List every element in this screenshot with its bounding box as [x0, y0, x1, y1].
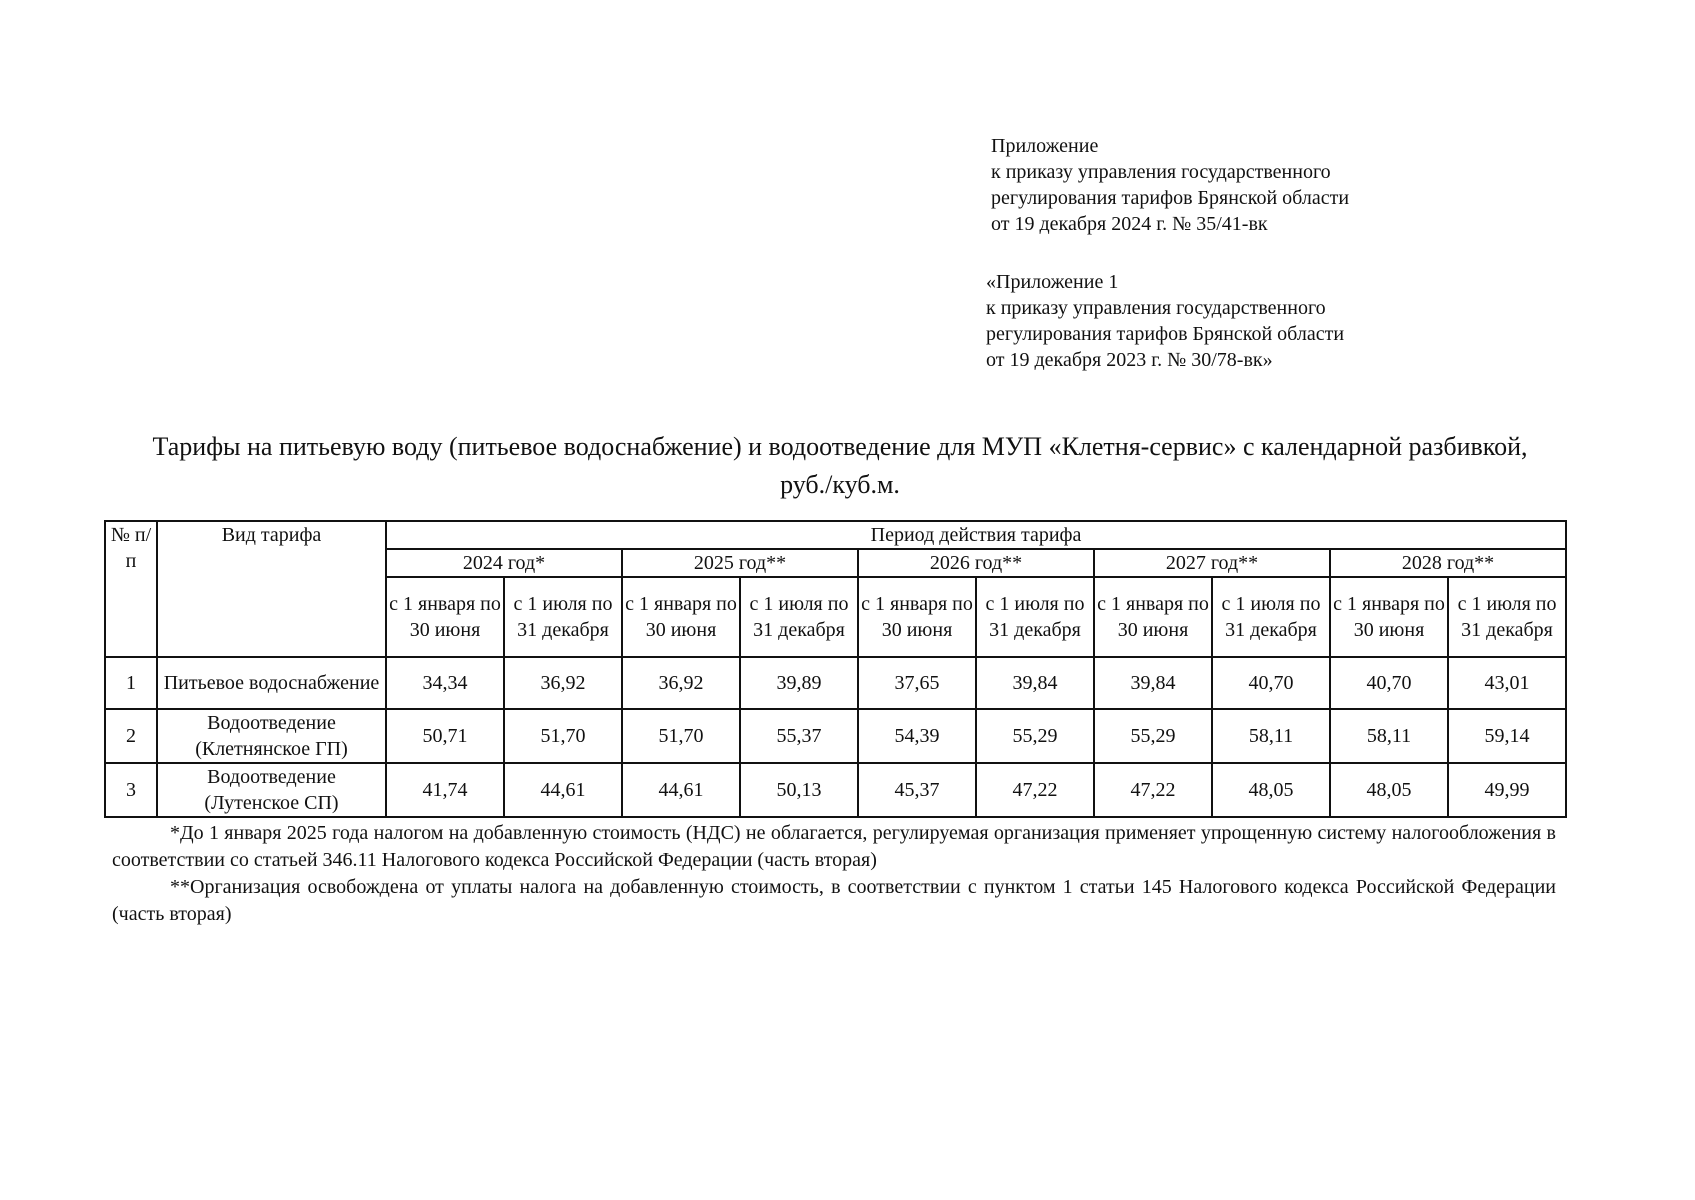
- header-second-half: с 1 июля по 31 декабря: [1448, 577, 1566, 657]
- tariff-value: 51,70: [504, 709, 622, 763]
- footnotes: [112, 820, 1556, 928]
- annex-current-line2: к приказу управления государственного: [991, 161, 1331, 183]
- annex-previous-line2: к приказу управления государственного: [986, 297, 1326, 319]
- tariff-value: 39,84: [976, 657, 1094, 709]
- tariff-value: 54,39: [858, 709, 976, 763]
- tariff-table: [104, 520, 1567, 818]
- header-row-period: [105, 521, 1566, 549]
- header-first-half: с 1 января по 30 июня: [858, 577, 976, 657]
- header-first-half: с 1 января по 30 июня: [386, 577, 504, 657]
- tariff-value: 36,92: [622, 657, 740, 709]
- tariff-value: 55,29: [1094, 709, 1212, 763]
- annex-current-line1: Приложение: [991, 135, 1099, 157]
- annex-current-line4: от 19 декабря 2024 г. № 35/41-вк: [991, 213, 1268, 235]
- table-row: [105, 657, 1566, 709]
- annex-header-previous: [986, 269, 1344, 373]
- header-year: 2028 год**: [1330, 549, 1566, 577]
- tariff-value: 41,74: [386, 763, 504, 817]
- row-number: 1: [105, 657, 157, 709]
- document-title-line2: руб./куб.м.: [780, 470, 900, 499]
- row-number: 3: [105, 763, 157, 817]
- tariff-value: 49,99: [1448, 763, 1566, 817]
- row-tariff-type: Питьевое водоснабжение: [157, 657, 386, 709]
- tariff-value: 47,22: [976, 763, 1094, 817]
- header-first-half: с 1 января по 30 июня: [1330, 577, 1448, 657]
- tariff-value: 58,11: [1330, 709, 1448, 763]
- tariff-value: 50,71: [386, 709, 504, 763]
- footnote-1: *До 1 января 2025 года налогом на добавленную стоимость (НДС) не облагается, регулируемая организация применяет упрощенную систему налогообложения в соответствии со статьей 346.11 Налогового кодекса Российской Федерации (часть вторая): [112, 822, 1556, 871]
- tariff-value: 50,13: [740, 763, 858, 817]
- table-row: [105, 709, 1566, 763]
- tariff-value: 43,01: [1448, 657, 1566, 709]
- tariff-value: 47,22: [1094, 763, 1212, 817]
- annex-header-current: [991, 133, 1349, 237]
- document-title-line1: Тарифы на питьевую воду (питьевое водоснабжение) и водоотведение для МУП «Клетня-сервис» с календарной разбивкой,: [152, 432, 1528, 461]
- tariff-value: 34,34: [386, 657, 504, 709]
- tariff-value: 40,70: [1212, 657, 1330, 709]
- header-second-half: с 1 июля по 31 декабря: [504, 577, 622, 657]
- header-year: 2026 год**: [858, 549, 1094, 577]
- header-tariff-type: Вид тарифа: [157, 521, 386, 657]
- tariff-value: 45,37: [858, 763, 976, 817]
- header-period: Период действия тарифа: [386, 521, 1566, 549]
- tariff-value: 36,92: [504, 657, 622, 709]
- tariff-value: 55,37: [740, 709, 858, 763]
- annex-previous-line4: от 19 декабря 2023 г. № 30/78-вк»: [986, 349, 1273, 371]
- footnote-2: **Организация освобождена от уплаты налога на добавленную стоимость, в соответствии с пунктом 1 статьи 145 Налогового кодекса Российской Федерации (часть вторая): [112, 876, 1556, 925]
- tariff-value: 44,61: [504, 763, 622, 817]
- header-year: 2025 год**: [622, 549, 858, 577]
- document-title: [60, 428, 1620, 504]
- header-first-half: с 1 января по 30 июня: [622, 577, 740, 657]
- annex-previous-line1: «Приложение 1: [986, 271, 1119, 293]
- header-second-half: с 1 июля по 31 декабря: [1212, 577, 1330, 657]
- tariff-value: 55,29: [976, 709, 1094, 763]
- annex-current-line3: регулирования тарифов Брянской области: [991, 187, 1350, 209]
- header-first-half: с 1 января по 30 июня: [1094, 577, 1212, 657]
- header-second-half: с 1 июля по 31 декабря: [976, 577, 1094, 657]
- row-tariff-type: Водоотведение (Клетнянское ГП): [157, 709, 386, 763]
- header-year: 2024 год*: [386, 549, 622, 577]
- tariff-value: 58,11: [1212, 709, 1330, 763]
- row-number: 2: [105, 709, 157, 763]
- tariff-value: 59,14: [1448, 709, 1566, 763]
- tariff-value: 51,70: [622, 709, 740, 763]
- tariff-value: 39,84: [1094, 657, 1212, 709]
- tariff-value: 37,65: [858, 657, 976, 709]
- tariff-value: 48,05: [1212, 763, 1330, 817]
- header-year: 2027 год**: [1094, 549, 1330, 577]
- header-number: № п/п: [105, 521, 157, 657]
- tariff-value: 39,89: [740, 657, 858, 709]
- header-second-half: с 1 июля по 31 декабря: [740, 577, 858, 657]
- tariff-value: 48,05: [1330, 763, 1448, 817]
- tariff-value: 44,61: [622, 763, 740, 817]
- tariff-value: 40,70: [1330, 657, 1448, 709]
- row-tariff-type: Водоотведение (Лутенское СП): [157, 763, 386, 817]
- table-row: [105, 763, 1566, 817]
- annex-previous-line3: регулирования тарифов Брянской области: [986, 323, 1345, 345]
